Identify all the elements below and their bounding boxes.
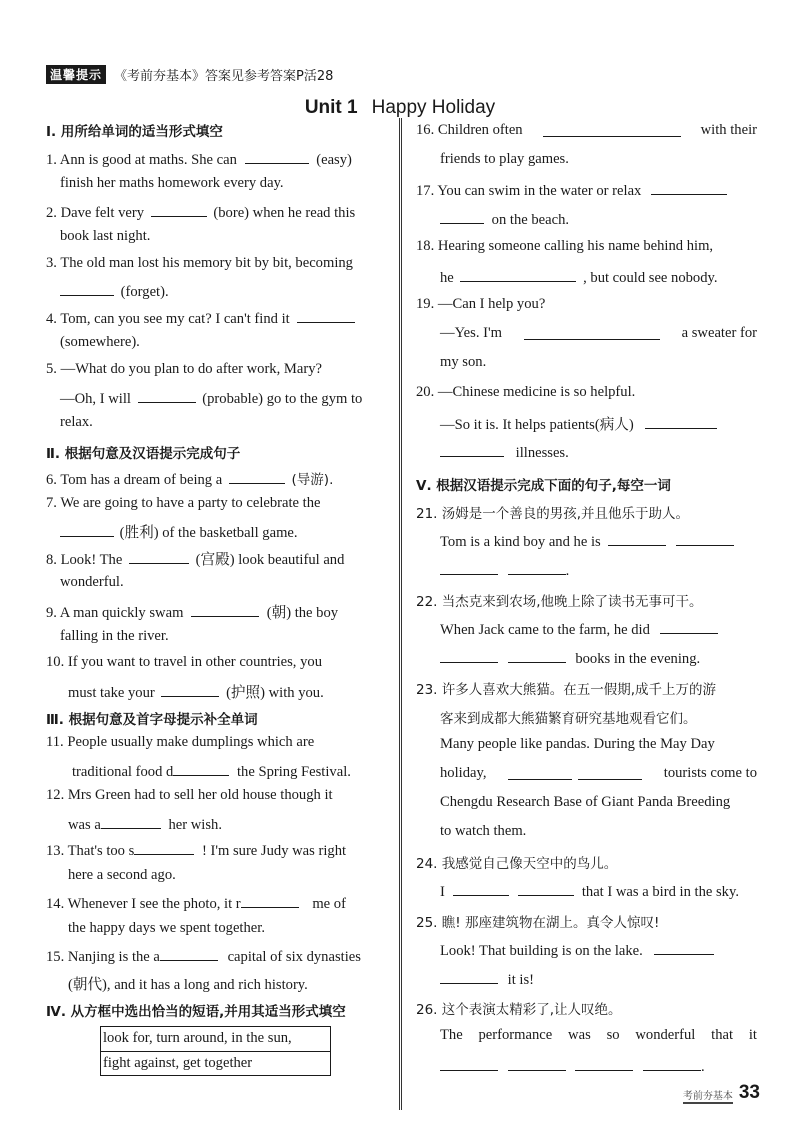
section-3-heading: Ⅲ. 根据句意及首字母提示补全单词 [46, 712, 258, 728]
question-20-line-3: illnesses. [440, 442, 569, 462]
question-11: 11. People usually make dumplings which are [46, 734, 315, 750]
question-3: 3. The old man lost his memory bit by bit, becoming [46, 255, 353, 271]
answer-blank[interactable] [129, 549, 189, 564]
question-22: 22. 当杰克来到农场,他晚上除了读书无事可干。 [416, 594, 703, 610]
question-24: 24. 我感觉自己像天空中的鸟儿。 [416, 856, 618, 872]
question-18-line-2: he , but could see nobody. [440, 267, 718, 287]
question-13-line-2: here a second ago. [68, 867, 176, 883]
answer-blank[interactable] [676, 531, 734, 546]
question-21-line-3: . [440, 560, 569, 580]
column-divider [399, 118, 402, 1110]
section-2-heading: Ⅱ. 根据句意及汉语提示完成句子 [46, 446, 241, 462]
question-11-line-2: traditional food d the Spring Festival. [72, 761, 351, 781]
hint-row [46, 64, 333, 84]
question-21-line-2: Tom is a kind boy and he is [440, 531, 734, 551]
answer-blank[interactable] [161, 682, 219, 697]
question-25: 25. 瞧! 那座建筑物在湖上。真令人惊叹! [416, 915, 660, 931]
question-23-line-5: Chengdu Research Base of Giant Panda Breeding [440, 794, 731, 810]
answer-blank[interactable] [151, 202, 207, 217]
question-19-line-2: —Yes. I'm a sweater for [440, 325, 757, 341]
answer-blank[interactable] [297, 308, 355, 323]
question-23: 23. 许多人喜欢大熊猫。在五一假期,成千上万的游 [416, 682, 717, 698]
phrase-box [100, 1026, 331, 1076]
question-17-line-2: on the beach. [440, 209, 569, 229]
question-9: 9. A man quickly swam (朝) the boy [46, 601, 338, 622]
question-7: 7. We are going to have a party to celebrate the [46, 495, 321, 511]
answer-blank[interactable] [440, 560, 498, 575]
footer-logo: 考前夯基本 [683, 1087, 733, 1104]
answer-blank[interactable] [440, 442, 504, 457]
answer-blank[interactable] [508, 560, 566, 575]
page-number: 33 [738, 1082, 760, 1103]
question-4: 4. Tom, can you see my cat? I can't find it [46, 308, 355, 328]
answer-blank[interactable] [654, 940, 714, 955]
question-12-line-2: was a her wish. [68, 814, 222, 834]
question-12: 12. Mrs Green had to sell her old house though it [46, 787, 333, 803]
section-5-heading: Ⅴ. 根据汉语提示完成下面的句子,每空一词 [416, 478, 671, 494]
question-10: 10. If you want to travel in other countries, you [46, 654, 322, 670]
unit-title [0, 97, 800, 119]
answer-blank[interactable] [524, 325, 660, 340]
answer-blank[interactable] [60, 281, 114, 296]
answer-blank[interactable] [460, 267, 576, 282]
question-4-line-2: (somewhere). [60, 334, 140, 350]
question-6: 6. Tom has a dream of being a (导游). [46, 468, 333, 489]
answer-blank[interactable] [508, 1056, 566, 1071]
question-18: 18. Hearing someone calling his name behind him, [416, 238, 714, 254]
question-21: 21. 汤姆是一个善良的男孩,并且他乐于助人。 [416, 506, 690, 522]
answer-blank[interactable] [651, 180, 727, 195]
answer-blank[interactable] [518, 881, 574, 896]
question-22-line-2: When Jack came to the farm, he did [440, 619, 718, 639]
question-15: 15. Nanjing is the a capital of six dynasties [46, 946, 361, 966]
question-26: 26. 这个表演太精彩了,让人叹绝。 [416, 1002, 622, 1018]
question-2: 2. Dave felt very (bore) when he read this [46, 202, 355, 222]
answer-blank[interactable] [229, 469, 285, 484]
question-23-line-6: to watch them. [440, 823, 527, 839]
question-7-line-2: (胜利) of the basketball game. [60, 521, 298, 542]
answer-blank[interactable] [241, 893, 299, 908]
question-26-line-2: The performance was so wonderful that it [440, 1027, 757, 1043]
answer-blank[interactable] [645, 414, 717, 429]
answer-blank[interactable] [160, 946, 218, 961]
answer-blank[interactable] [508, 648, 566, 663]
answer-blank[interactable] [440, 969, 498, 984]
question-20: 20. —Chinese medicine is so helpful. [416, 384, 636, 400]
question-5-line-3: relax. [60, 414, 93, 430]
answer-blank[interactable] [440, 1056, 498, 1071]
hint-badge: 温馨提示 [46, 65, 106, 84]
answer-blank[interactable] [138, 388, 196, 403]
question-16-line-2: friends to play games. [440, 151, 569, 167]
answer-blank[interactable] [245, 149, 309, 164]
answer-blank[interactable] [440, 648, 498, 663]
answer-blank[interactable] [173, 761, 229, 776]
section-1-heading: Ⅰ. 用所给单词的适当形式填空 [46, 124, 223, 140]
answer-blank[interactable] [101, 814, 161, 829]
question-9-line-2: falling in the river. [60, 628, 169, 644]
question-5: 5. —What do you plan to do after work, Mary? [46, 361, 322, 377]
question-15-line-2: (朝代), and it has a long and rich history. [68, 977, 308, 993]
hint-text: 《考前夯基本》答案见参考答案P活28 [114, 68, 334, 84]
question-16: 16. Children often with their [416, 122, 757, 138]
question-19-line-3: my son. [440, 354, 487, 370]
question-5-line-2: —Oh, I will (probable) go to the gym to [60, 388, 362, 408]
question-22-line-3: books in the evening. [440, 648, 700, 668]
question-23-line-4: holiday, tourists come to [440, 765, 757, 781]
answer-blank[interactable] [543, 122, 681, 137]
question-24-line-2: I that I was a bird in the sky. [440, 881, 739, 901]
question-2-line-2: book last night. [60, 228, 151, 244]
unit-number: Unit 1 [304, 97, 358, 118]
section-4-heading: Ⅳ. 从方框中选出恰当的短语,并用其适当形式填空 [46, 1004, 346, 1020]
page-footer [683, 1082, 760, 1104]
question-23-line-2: 客来到成都大熊猫繁育研究基地观看它们。 [440, 711, 697, 727]
phrase-box-line-2: fight against, get together [103, 1055, 253, 1071]
answer-blank[interactable] [575, 1056, 633, 1071]
question-23-line-3: Many people like pandas. During the May Day [440, 736, 715, 752]
phrase-box-separator [101, 1051, 330, 1052]
answer-blank[interactable] [60, 522, 114, 537]
question-14: 14. Whenever I see the photo, it r me of [46, 893, 346, 913]
answer-blank[interactable] [578, 765, 642, 780]
question-25-line-2: Look! That building is on the lake. [440, 940, 714, 960]
answer-blank[interactable] [440, 209, 484, 224]
question-1: 1. Ann is good at maths. She can (easy) [46, 149, 352, 169]
answer-blank[interactable] [643, 1056, 701, 1071]
answer-blank[interactable] [191, 602, 259, 617]
answer-blank[interactable] [134, 840, 194, 855]
question-8-line-2: wonderful. [60, 574, 124, 590]
question-1-line-2: finish her maths homework every day. [60, 175, 284, 191]
question-8: 8. Look! The (宫殿) look beautiful and [46, 548, 344, 569]
question-14-line-2: the happy days we spent together. [68, 920, 265, 936]
answer-blank[interactable] [453, 881, 509, 896]
question-25-line-3: it is! [440, 969, 534, 989]
question-3-line-2: (forget). [60, 281, 169, 301]
question-19: 19. —Can I help you? [416, 296, 546, 312]
answer-blank[interactable] [608, 531, 666, 546]
question-13: 13. That's too s ! I'm sure Judy was right [46, 840, 346, 860]
question-26-line-3: . [440, 1056, 705, 1076]
question-10-line-2: must take your (护照) with you. [68, 681, 324, 702]
question-17: 17. You can swim in the water or relax [416, 180, 727, 200]
unit-name: Happy Holiday [371, 97, 496, 118]
answer-blank[interactable] [508, 765, 572, 780]
phrase-box-line-1: look for, turn around, in the sun, [103, 1030, 292, 1046]
answer-blank[interactable] [660, 619, 718, 634]
question-20-line-2: —So it is. It helps patients(病人) [440, 413, 717, 434]
